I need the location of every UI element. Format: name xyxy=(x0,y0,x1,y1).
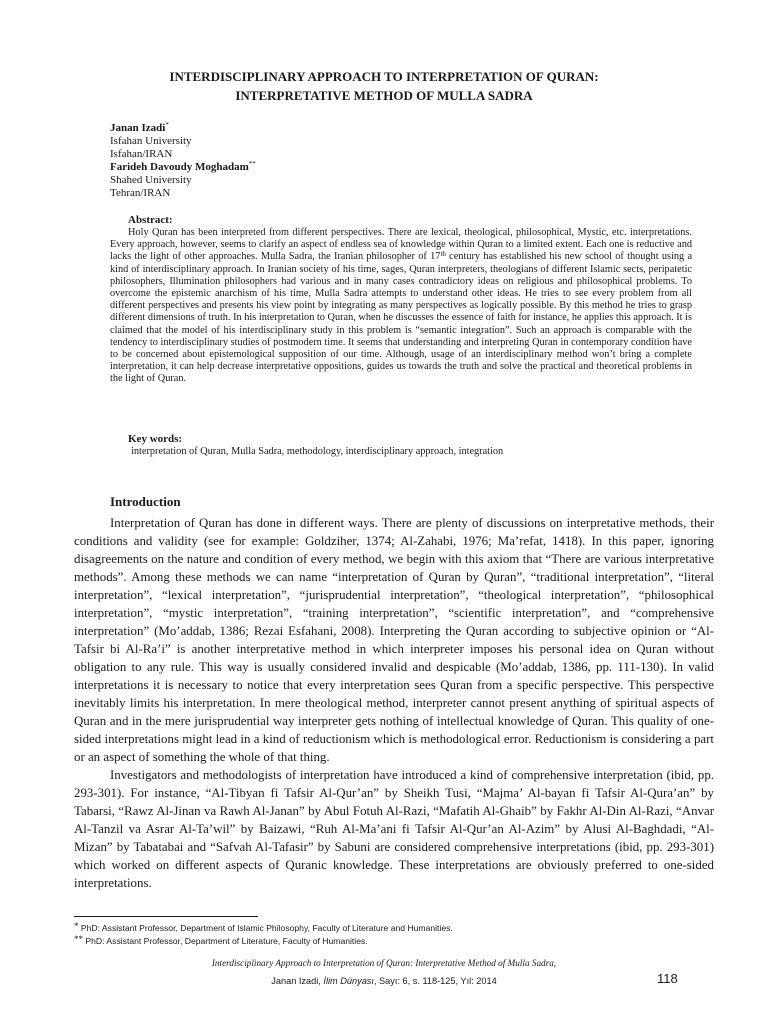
title-line-2: INTERPRETATIVE METHOD OF MULLA SADRA xyxy=(235,88,533,103)
footnote-mark: ** xyxy=(74,934,83,944)
journal-name: İlim Dünyası xyxy=(323,976,374,986)
author-affiliation: Isfahan University xyxy=(110,135,192,147)
keywords-text: interpretation of Quran, Mulla Sadra, methodology, interdisciplinary approach, integration xyxy=(131,446,504,457)
author-affiliation: Shahed University xyxy=(110,174,192,186)
author-2 xyxy=(110,161,256,174)
author-mark: * xyxy=(165,121,169,129)
keywords-heading: Key words: xyxy=(128,433,183,445)
introduction-body xyxy=(74,514,714,892)
author-name: Janan Izadi xyxy=(110,122,166,134)
footnotes xyxy=(74,922,714,948)
body-paragraph: Investigators and methodologists of interpretation have introduced a kind of comprehensive interpretation (ibid, pp. 293-301). For instance, “Al-Tibyan fi Tafsir Al-Qur’an” by Sheikh Tusi, “Majma’ Al-bayan fi Tafsir Al-Qura’an” by Tabarsi, “Rawz Al-Jinan va Rawh Al-Janan” by Abul Fotuh Al-Razi, “Mafatih Al-Ghaib” by Fakhr Al-Din Al-Razi, “Anvar Al-Tanzil va Asrar Al-Ta’wil” by Baizawi, “Ruh Al-Ma’ani fi Tafsir Al-Qur’an Al-Azim” by Alusi Al-Baghdadi, “Al-Mizan” by Tabatabai and “Safvah Al-Tafasir” by Sabuni are considered comprehensive interpretations (ibid, pp. 293-301) which worked on different aspects of Quranic knowledge. These interpretations are obviously preferred to one-sided interpretations. xyxy=(74,768,714,890)
running-title: Interdisciplinary Approach to Interpretation of Quran: Interpretative Method of Mulla Sadra, xyxy=(211,958,557,968)
footnote-divider xyxy=(74,916,258,917)
page-number: 118 xyxy=(657,971,678,986)
author-1 xyxy=(110,122,256,135)
footnote-2 xyxy=(74,935,714,948)
footnote-1 xyxy=(74,922,714,935)
introduction-heading: Introduction xyxy=(110,494,181,509)
footnote-mark: * xyxy=(74,921,79,931)
footnote-text: PhD: Assistant Professor, Department of Literature, Faculty of Humanities. xyxy=(85,936,368,946)
citation-author: Janan Izadi, xyxy=(271,976,321,986)
author-location: Isfahan/IRAN xyxy=(110,148,173,160)
footnote-text: PhD: Assistant Professor, Department of Islamic Philosophy, Faculty of Literature and Humanities. xyxy=(80,923,453,933)
citation-line xyxy=(0,975,768,987)
author-block xyxy=(110,122,256,200)
title-line-1: INTERDISCIPLINARY APPROACH TO INTERPRETATION OF QURAN: xyxy=(169,69,599,84)
volume-info: , Sayı: 6, s. 118-125, Yıl: 2014 xyxy=(373,976,497,986)
body-paragraph: Interpretation of Quran has done in different ways. There are plenty of discussions on interpretative methods, their conditions and validity (see for example: Goldziher, 1374; Al-Zahabi, 1976; Ma’refat, 1418). In this paper, ignoring disagreements on the nature and condition of every method, we begin with this axiom that “There are various interpretative methods”. Among these methods we can name “interpretation of Quran by Quran”, “traditional interpretation”, “literal interpretation”, “lexical interpretation”, “jurisprudential interpretation”, “theological interpretation”, “philosophical interpretation”, “mystic interpretation”, “training interpretation”, “scientific interpretation”, and “comprehensive interpretation” (Mo’addab, 1386; Rezai Esfahani, 2008). Interpreting the Quran according to subjective opinion or “Al-Tafsir bi Al-Ra’i” is another interpretative method in which interpreter imposes his personal idea on Quran without obligation to any rule. This way is usually considered invalid and despicable (Mo’addab, 1386, pp. 111-130). In valid interpretations it is necessary to notice that every interpretation sees Quran from a specific perspective. This perspective inevitably limits his interpretation. In mere theological method, interpreter cannot present anything of spiritual aspects of Quran and in the mere jurisprudential way interpreter gets nothing of intellectual knowledge of Quran. This quality of one-sided interpretations might lead in a kind of reductionism which is methodological error. Reductionism is considering a part or an aspect of something the whole of that thing. xyxy=(74,516,714,764)
abstract-heading: Abstract: xyxy=(128,214,173,226)
abstract-text: Holy Quran has been interpreted from different perspectives. There are lexical, theological, philosophical, Mystic, etc. interpretations. Every approach, however, seems to clarify an aspect of endless sea of knowledge within Quran to a limited extent. Each one is reductive and lacks the light of other approaches. Mulla Sadra, the Iranian philosopher of 17th century has established his new school of thought using a kind of interdisciplinary approach. In Iranian society of his time, sages, Quran interpreters, theologians of different Islamic sects, peripatetic philosophers, Illumination philosophers had various and in many cases contradictory ideas on religious and philosophical problems. To overcome the epistemic anarchism of his time, Mulla Sadra attempts to understand other ideas. He tries to see every problem from all different perspectives and presents his view point by integrating as many perspectives as logically possible. By this method he tries to grasp different dimensions of truth. In his interpretation to Quran, when he discusses the essence of faith for instance, he applies this approach. It is claimed that the model of his interdisciplinary study in this problem is “semantic integration”. Such an approach is comparable with the tendency to interdisciplinary studies of postmodern time. It seems that understanding and interpreting Quran in contemporary condition have to be concerned about epistemological supposition of our time. Although, usage of an interdisciplinary method won’t bring a complete interpretation, it can help decrease interpretative oppositions, guides us towards the truth and solve the practical and theoretical problems in the light of Quran. xyxy=(110,227,693,385)
paper-title xyxy=(110,67,658,105)
author-location: Tehran/IRAN xyxy=(110,187,171,199)
author-mark: ** xyxy=(248,160,256,168)
author-name: Farideh Davoudy Moghadam xyxy=(110,161,249,173)
